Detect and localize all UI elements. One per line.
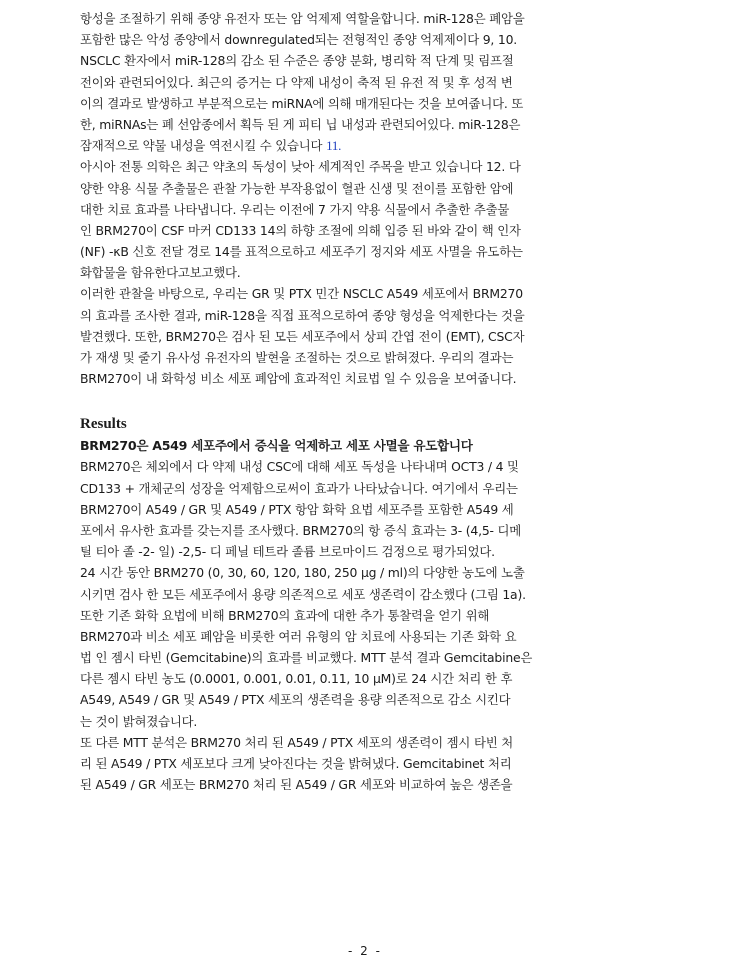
text-line: 화합물을 함유한다고보고했다.	[80, 265, 241, 281]
text-line: A549, A549 / GR 및 A549 / PTX 세포의 생존력을 용량 의존적으로 감소 시킨다	[80, 692, 511, 708]
text-line: 법 인 젬시 타빈 (Gemcitabine)의 효과를 비교했다. MTT 분석 결과 Gemcitabine은	[80, 650, 533, 666]
text-line: 인 BRM270이 CSF 마커 CD133 14의 하향 조절에 의해 입증 된 바와 같이 핵 인자	[80, 222, 521, 238]
text-line: 한, miRNAs는 폐 선암종에서 획득 된 게 피티 닙 내성과 관련되어있다. miR-128은	[80, 116, 521, 132]
text-line: NSCLC 환자에서 miR-128의 감소 된 수준은 종양 분화, 병리학 적 단계 및 림프절	[80, 53, 514, 69]
text-line: 또한 기존 화학 요법에 비해 BRM270의 효과에 대한 추가 통찰력을 얻기 위해	[80, 607, 490, 623]
text-line: 시키면 검사 한 모든 세포주에서 용량 의존적으로 세포 생존력이 감소했다 (그림 1a).	[80, 586, 526, 602]
text-line: 는 것이 밝혀졌습니다.	[80, 713, 198, 729]
text-line: 가 재생 및 줄기 유사성 유전자의 발현을 조절하는 것으로 밝혀졌다. 우리의 결과는	[80, 350, 514, 365]
text-line: 또 다른 MTT 분석은 BRM270 처리 된 A549 / PTX 세포의 생존력이 젬시 타빈 처	[80, 734, 513, 750]
text-line: BRM270은 체외에서 다 약제 내성 CSC에 대해 세포 독성을 나타내며 OCT3 / 4 및	[80, 459, 519, 475]
text-line: BRM270이 내 화학성 비소 세포 폐암에 효과적인 치료법 일 수 있음을 보여줍니다.	[80, 371, 517, 387]
text-line: 이러한 관찰을 바탕으로, 우리는 GR 및 PTX 민간 NSCLC A549 세포에서 BRM270	[80, 286, 523, 302]
text-line: 의 효과를 조사한 결과, miR-128을 직접 표적으로하여 종양 형성을 억제한다는 것을	[80, 307, 525, 323]
text-segment: 잠재적으로 약물 내성을 역전시킬 수 있습니다	[80, 138, 327, 154]
results-heading: Results	[80, 416, 127, 433]
text-line: 이의 결과로 발생하고 부분적으로는 miRNA에 의해 매개된다는 것을 보여줍니다. 또	[80, 95, 524, 111]
page-body	[80, 8, 660, 795]
text-line: (NF) -κB 신호 전달 경로 14를 표적으로하고 세포주기 정지와 세포 사멸을 유도하는	[80, 244, 523, 260]
text-line: 전이와 관련되어있다. 최근의 증거는 다 약제 내성이 축적 된 유전 적 및 후 성적 변	[80, 74, 513, 90]
text-line: BRM270이 A549 / GR 및 A549 / PTX 항암 화학 요법 세포주를 포함한 A549 세	[80, 501, 514, 517]
paragraph-5	[80, 732, 660, 796]
text-line: 양한 약용 식물 추출물은 관찰 가능한 부작용없이 혈관 신생 및 전이를 포함한 암에	[80, 180, 514, 196]
paragraph-4	[80, 456, 660, 731]
paragraph-1	[80, 8, 660, 156]
paragraph-2	[80, 156, 660, 283]
page-number: - 2 -	[348, 944, 382, 958]
text-line: BRM270과 비소 세포 폐암을 비롯한 여러 유형의 암 치료에 사용되는 기존 화학 요	[80, 628, 517, 644]
text-line: 발견했다. 또한, BRM270은 검사 된 모든 세포주에서 상피 간엽 전이 (EMT), CSC자	[80, 328, 525, 344]
text-line: 다른 젬시 타빈 농도 (0.0001, 0.001, 0.01, 0.11, 10 μM)로 24 시간 처리 한 후	[80, 671, 513, 687]
text-line: 포함한 많은 악성 종양에서 downregulated되는 전형적인 종양 억제제이다 9, 10.	[80, 32, 518, 48]
section-spacer	[80, 389, 660, 411]
text-line: 포에서 유사한 효과를 갖는지를 조사했다. BRM270의 항 증식 효과는 3- (4,5- 디메	[80, 522, 522, 538]
section-subheading: BRM270은 A549 세포주에서 증식을 억제하고 세포 사멸을 유도합니다	[80, 438, 473, 454]
text-line: CD133 + 개체군의 성장을 억제함으로써이 효과가 나타났습니다. 여기에서 우리는	[80, 480, 518, 496]
paragraph-3	[80, 283, 660, 389]
citation-link[interactable]: 11.	[326, 138, 342, 154]
text-line: 아시아 전통 의학은 최근 약초의 독성이 낮아 세계적인 주목을 받고 있습니다 12. 다	[80, 159, 521, 175]
text-line	[80, 135, 660, 156]
text-line: 리 된 A549 / PTX 세포보다 크게 낮아진다는 것을 밝혀냈다. Gemcitabinet 처리	[80, 756, 512, 771]
text-line: 틸 티아 졸 -2- 일) -2,5- 디 페닐 테트라 졸륨 브로마이드 검정으로 평가되었다.	[80, 544, 495, 560]
text-line: 대한 치료 효과를 나타냅니다. 우리는 이전에 7 가지 약용 식물에서 추출한 추출물	[80, 201, 510, 217]
text-line: 된 A549 / GR 세포는 BRM270 처리 된 A549 / GR 세포와 비교하여 높은 생존을	[80, 777, 513, 793]
text-line: 항성을 조절하기 위해 종양 유전자 또는 암 억제제 역할을합니다. miR-128은 폐암을	[80, 11, 525, 26]
text-line: 24 시간 동안 BRM270 (0, 30, 60, 120, 180, 250 μg / ml)의 다양한 농도에 노출	[80, 565, 525, 581]
